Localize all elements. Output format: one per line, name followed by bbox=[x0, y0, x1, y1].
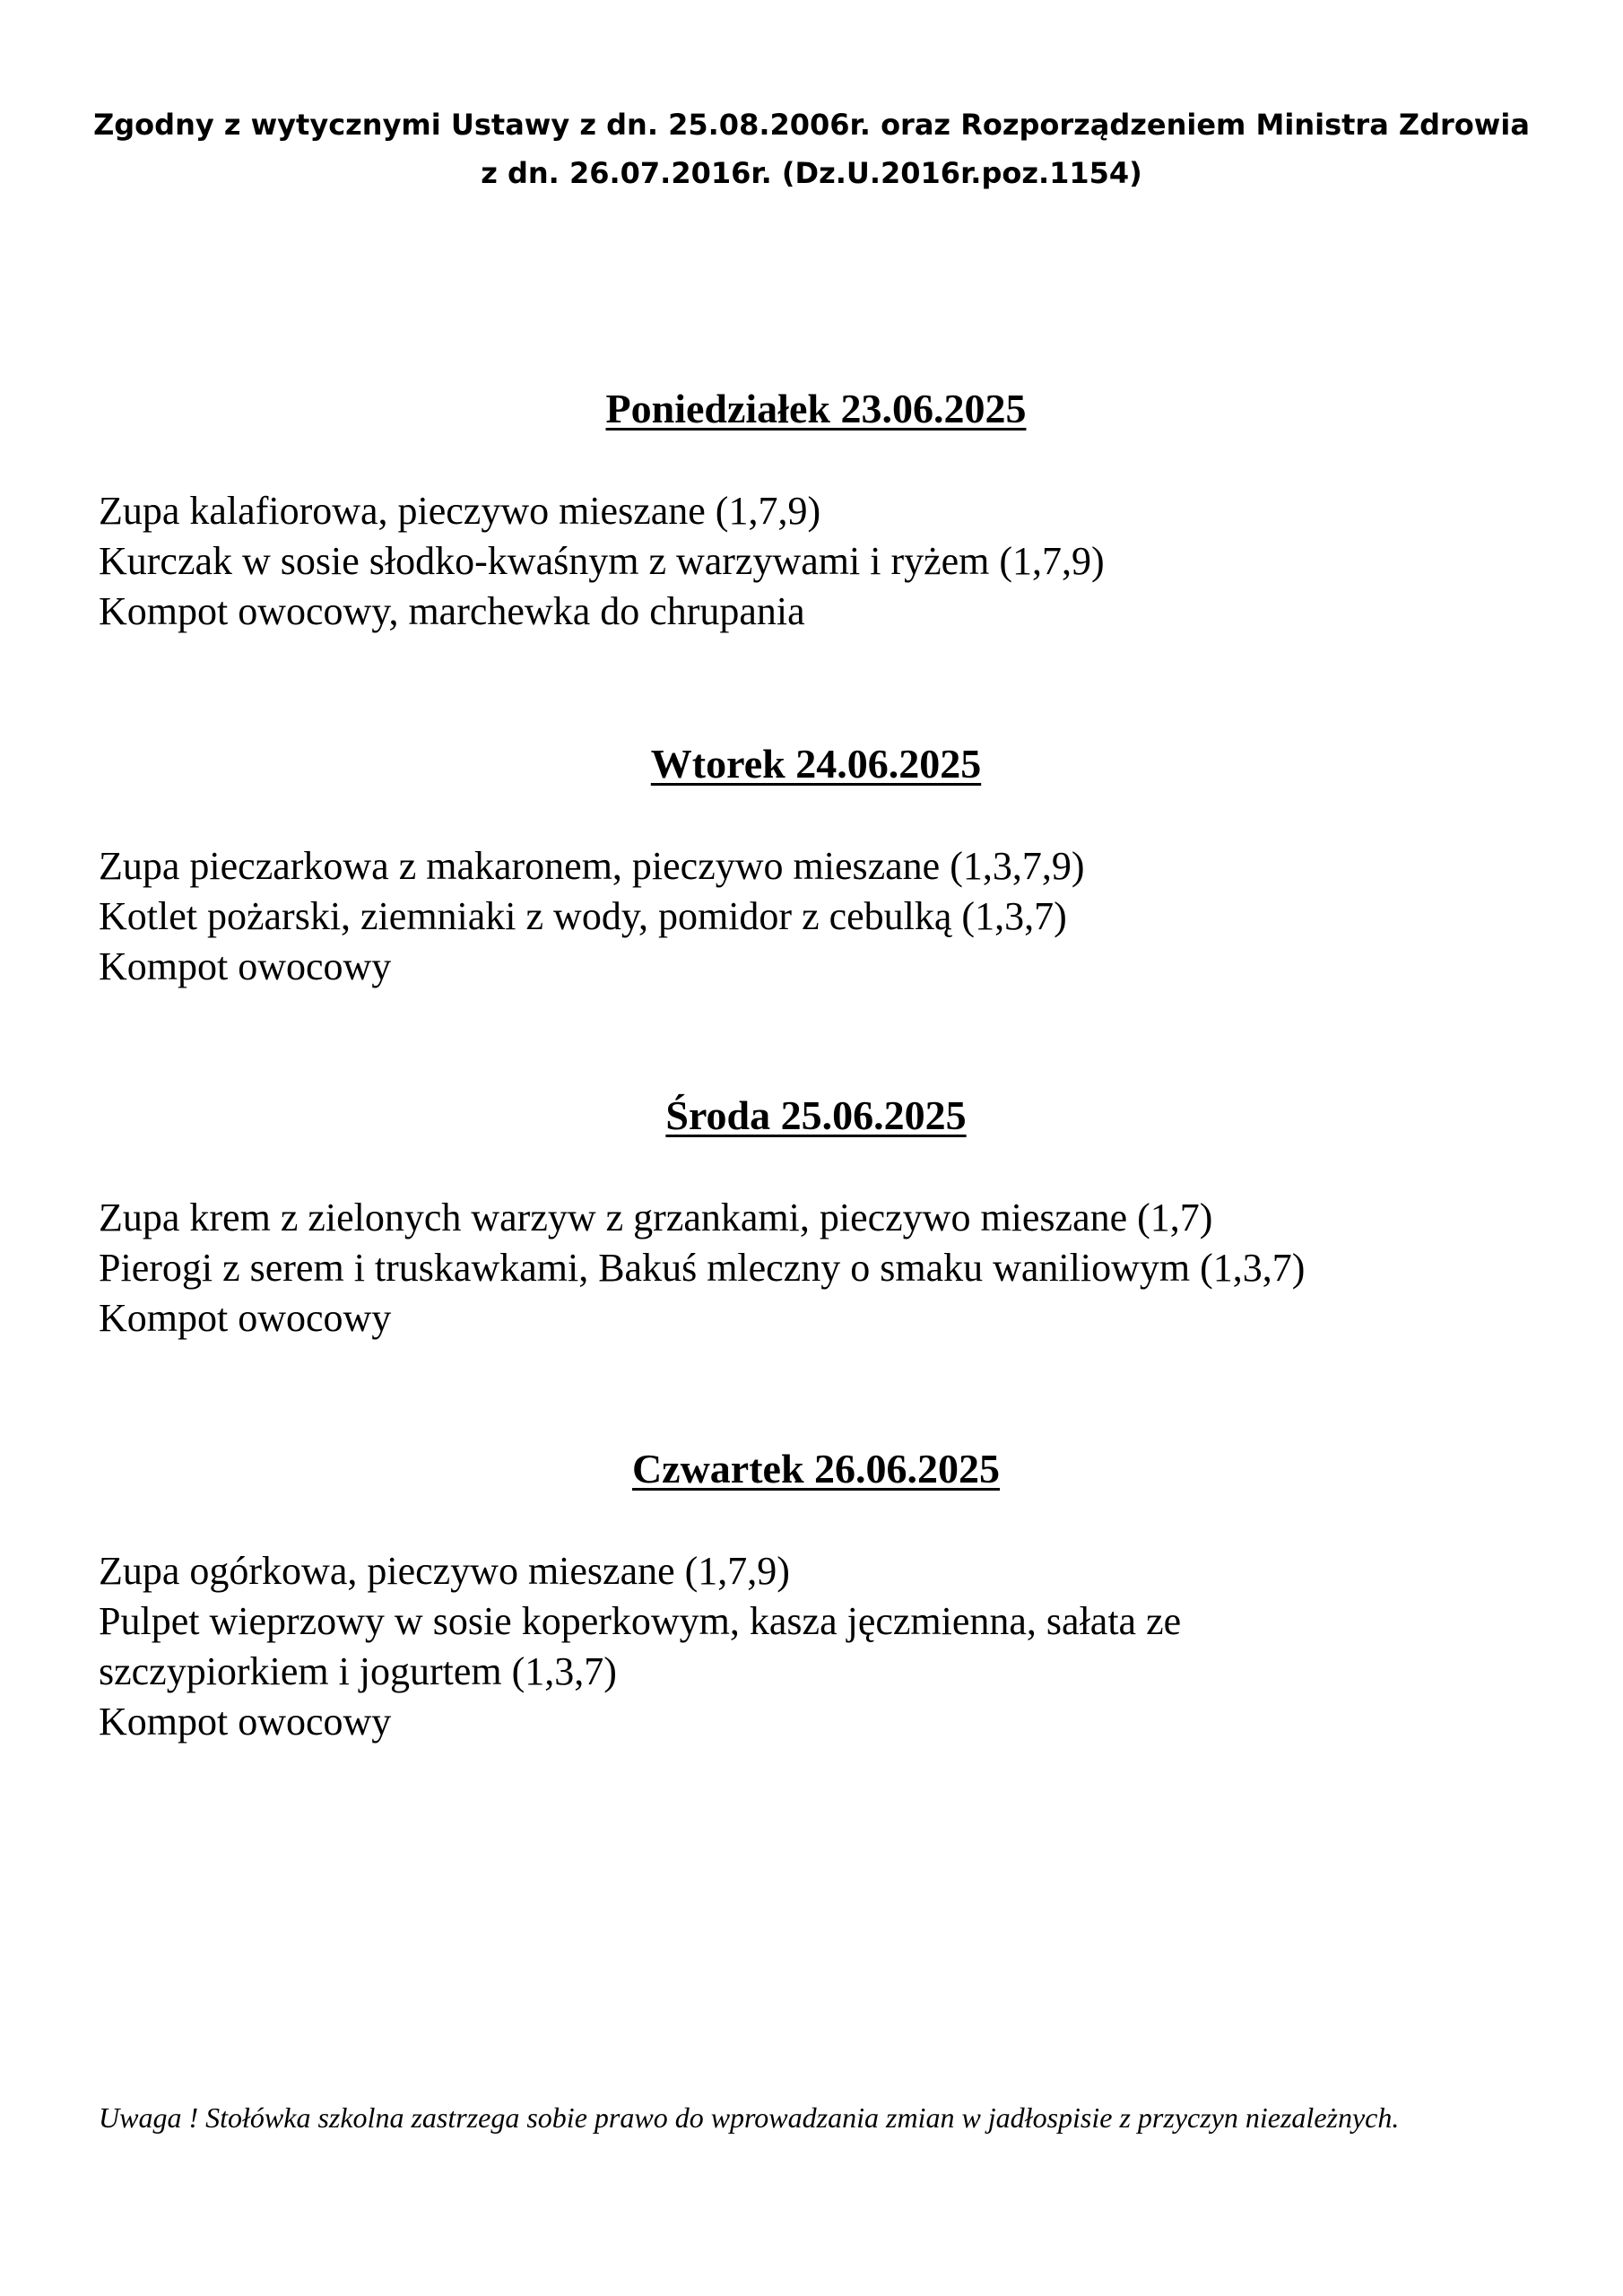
header-line-1: Zgodny z wytycznymi Ustawy z dn. 25.08.2006r. oraz Rozporządzeniem Ministra Zdrowia bbox=[93, 108, 1530, 142]
day-title: Środa 25.06.2025 bbox=[665, 1092, 967, 1138]
meal-main: Pulpet wieprzowy w sosie koperkowym, kasza jęczmienna, sałata ze szczypiorkiem i jogurtem (1,3,7) bbox=[99, 1599, 1182, 1693]
header-line-2: z dn. 26.07.2016r. (Dz.U.2016r.poz.1154) bbox=[481, 156, 1142, 190]
meal-soup: Zupa kalafiorowa, pieczywo mieszane (1,7,9) bbox=[99, 489, 821, 533]
day-section-monday bbox=[99, 384, 1533, 637]
footer-note: Uwaga ! Stołówka szkolna zastrzega sobie prawo do wprowadzania zmian w jadłospisie z przyczyn niezależnych. bbox=[99, 2101, 1400, 2134]
meal-main: Pierogi z serem i truskawkami, Bakuś mleczny o smaku waniliowym (1,3,7) bbox=[99, 1246, 1306, 1290]
meal-soup: Zupa pieczarkowa z makaronem, pieczywo mieszane (1,3,7,9) bbox=[99, 844, 1085, 888]
meal-main: Kurczak w sosie słodko-kwaśnym z warzywami i ryżem (1,7,9) bbox=[99, 539, 1105, 583]
meal-drink: Kompot owocowy bbox=[99, 944, 392, 988]
day-section-thursday bbox=[99, 1444, 1533, 1747]
day-section-tuesday bbox=[99, 739, 1533, 992]
meal-drink: Kompot owocowy bbox=[99, 1296, 392, 1340]
day-title: Czwartek 26.06.2025 bbox=[631, 1446, 1001, 1492]
meal-soup: Zupa ogórkowa, pieczywo mieszane (1,7,9) bbox=[99, 1549, 790, 1593]
day-section-wednesday bbox=[99, 1091, 1533, 1344]
day-title: Poniedziałek 23.06.2025 bbox=[605, 386, 1027, 431]
document-header bbox=[0, 100, 1623, 197]
meal-main: Kotlet pożarski, ziemniaki z wody, pomidor z cebulką (1,3,7) bbox=[99, 894, 1067, 938]
meal-drink: Kompot owocowy bbox=[99, 1700, 392, 1744]
meal-soup: Zupa krem z zielonych warzyw z grzankami, pieczywo mieszane (1,7) bbox=[99, 1196, 1213, 1239]
day-title: Wtorek 24.06.2025 bbox=[650, 741, 982, 787]
meal-drink: Kompot owocowy, marchewka do chrupania bbox=[99, 589, 805, 633]
